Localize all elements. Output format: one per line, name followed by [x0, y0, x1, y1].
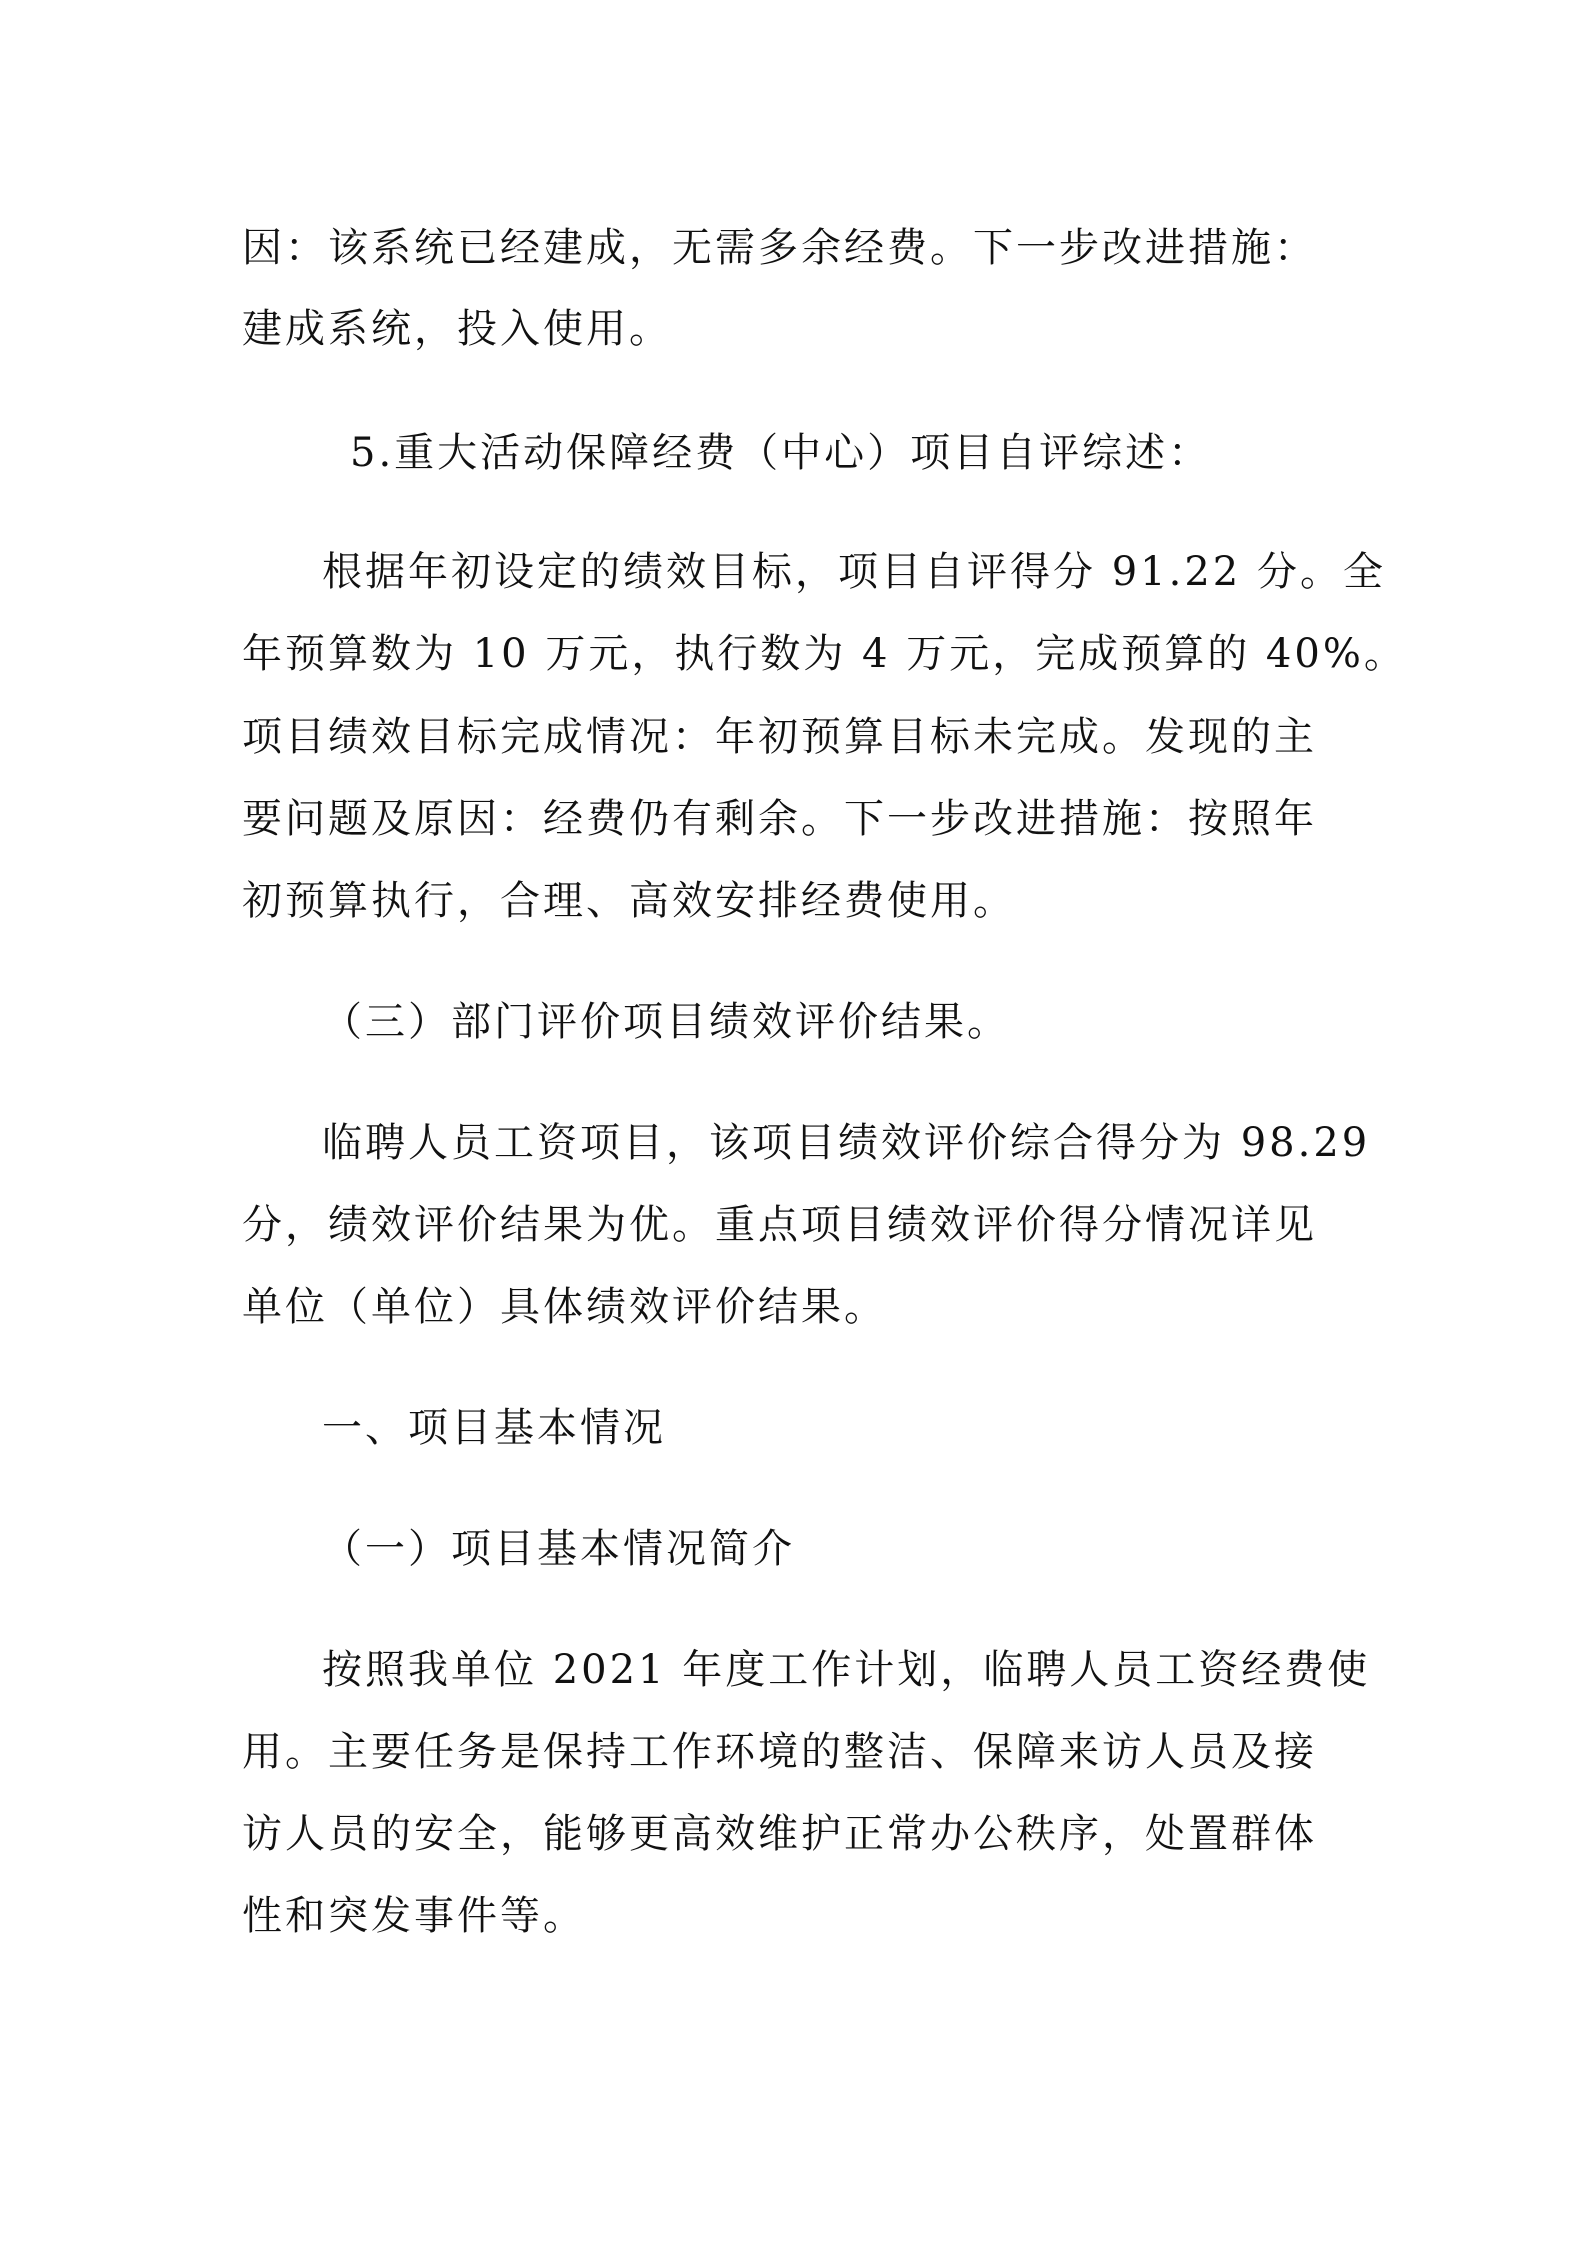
paragraph-line: 访人员的安全，能够更高效维护正常办公秩序，处置群体	[242, 1811, 1317, 1857]
paragraph-line: 临聘人员工资项目，该项目绩效评价综合得分为 98.29	[322, 1120, 1371, 1166]
section-heading: 一、项目基本情况	[322, 1405, 666, 1451]
section-heading: 5.重大活动保障经费（中心）项目自评综述：	[350, 430, 1212, 476]
paragraph-line: 年预算数为 10 万元，执行数为 4 万元，完成预算的 40%。	[242, 631, 1407, 677]
paragraph-line: 初预算执行，合理、高效安排经费使用。	[242, 878, 1016, 924]
paragraph-line: 性和突发事件等。	[242, 1893, 586, 1939]
paragraph-line: 用。主要任务是保持工作环境的整洁、保障来访人员及接	[242, 1729, 1317, 1775]
paragraph-line: 单位（单位）具体绩效评价结果。	[242, 1284, 887, 1330]
paragraph-line: 项目绩效目标完成情况：年初预算目标未完成。发现的主	[242, 714, 1317, 760]
paragraph-line: 按照我单位 2021 年度工作计划，临聘人员工资经费使	[322, 1647, 1371, 1693]
paragraph-line: 要问题及原因：经费仍有剩余。下一步改进措施：按照年	[242, 796, 1317, 842]
section-heading: （三）部门评价项目绩效评价结果。	[322, 999, 1010, 1045]
paragraph-line: 根据年初设定的绩效目标，项目自评得分 91.22 分。全	[322, 549, 1386, 595]
paragraph-line: 分，绩效评价结果为优。重点项目绩效评价得分情况详见	[242, 1202, 1317, 1248]
paragraph-line: 因：该系统已经建成，无需多余经费。下一步改进措施：	[242, 225, 1317, 271]
section-heading: （一）项目基本情况简介	[322, 1526, 795, 1572]
paragraph-line: 建成系统，投入使用。	[242, 306, 672, 352]
